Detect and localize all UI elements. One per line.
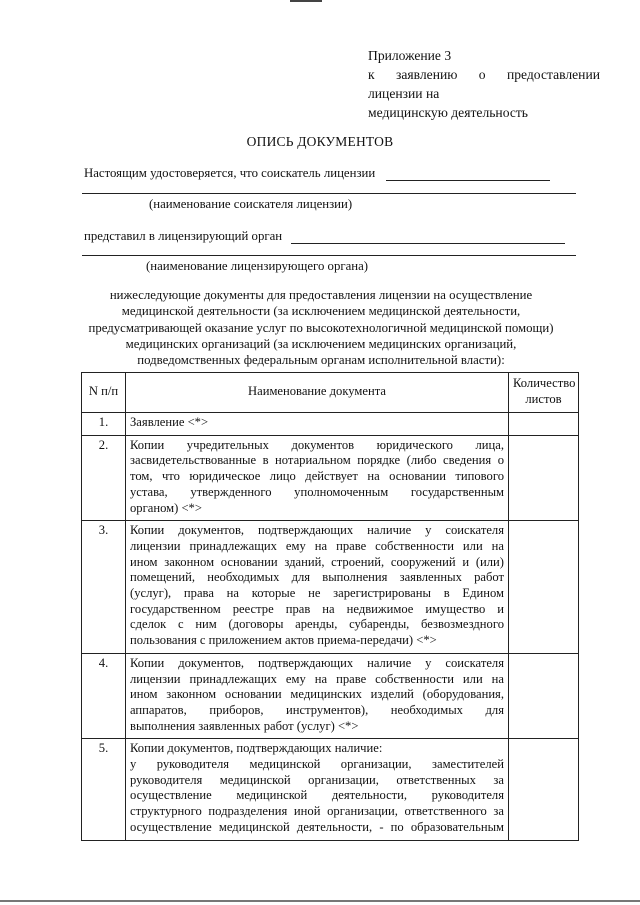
table-row: [82, 413, 579, 436]
table-row: [82, 653, 579, 739]
document-name-line: структурного подразделения иной организации, ответственного за: [130, 804, 504, 819]
intro-line: предусматривающей оказание услуг по высокотехнологичной медицинской помощи): [88, 320, 554, 335]
document-name-line: лицензии принадлежащих ему на праве собственности или на: [130, 671, 504, 686]
document-name-line: Копии документов, подтверждающих наличие у соискателя: [130, 523, 504, 538]
document-name-cell: [126, 435, 509, 521]
authority-name-blank-2: [82, 255, 576, 256]
appendix-line-4: медицинскую деятельность: [368, 105, 529, 120]
scan-bottom-edge: [0, 900, 640, 902]
document-name-line: помещений, необходимых для выполнения заявленных работ: [130, 570, 504, 585]
applicant-name-blank: [386, 180, 550, 181]
appendix-line-3: лицензии на: [368, 86, 440, 101]
sheet-count-cell: [509, 739, 579, 840]
row-number: 1.: [82, 413, 126, 436]
appendix-line-2: к заявлению о предоставлении: [368, 67, 600, 82]
document-name-line: выполнения заявленных работ (услуг) <*>: [130, 718, 359, 733]
document-name-line: Заявление <*>: [130, 415, 209, 429]
documents-table: [81, 372, 579, 841]
applicant-name-blank-2: [82, 193, 576, 194]
header-sheet-count-line-2: листов: [525, 391, 562, 406]
table-header-row: [82, 373, 579, 413]
sheet-count-cell: [509, 521, 579, 654]
row-number: 4.: [82, 653, 126, 739]
intro-paragraph: [86, 287, 556, 368]
document-name-line: засвидетельствованные в нотариальном порядке (либо сведения о: [130, 453, 504, 468]
authority-caption: (наименование лицензирующего органа): [146, 259, 369, 273]
table-row: [82, 435, 579, 521]
document-name-line: (услуг), права на которые не зарегистрированы в Едином: [130, 586, 504, 601]
row-number: 2.: [82, 435, 126, 521]
document-name-line: у руководителя медицинской организации, заместителей: [130, 757, 504, 772]
applicant-statement: Настоящим удостоверяется, что соискатель лицензии: [84, 166, 376, 180]
sheet-count-cell: [509, 653, 579, 739]
document-name-cell: [126, 413, 509, 436]
authority-statement: представил в лицензирующий орган: [84, 229, 283, 243]
document-name-cell: [126, 653, 509, 739]
document-name-line: сделок с ним (договоры аренды, субаренды, безвозмездного: [130, 617, 504, 632]
header-sheet-count-line-1: Количество: [513, 375, 576, 390]
document-name-line: государственном реестре прав на недвижимое имущество и: [130, 601, 504, 616]
document-title: ОПИСЬ ДОКУМЕНТОВ: [246, 134, 394, 149]
document-name-cell: [126, 739, 509, 840]
intro-line: подведомственных федеральным органам исполнительной власти):: [137, 353, 505, 368]
intro-line: нижеследующие документы для предоставления лицензии на осуществление: [109, 288, 533, 302]
document-name-line: руководителя медицинской организации, ответственных за: [130, 772, 504, 787]
sheet-count-cell: [509, 413, 579, 436]
document-name-line: осуществление медицинской деятельности, руководителя: [130, 788, 504, 803]
document-name-line: пользования с приложением актов приема-передачи) <*>: [130, 633, 437, 648]
document-name-line: Копии документов, подтверждающих наличие у соискателя: [130, 655, 504, 670]
document-name-line: осуществление медицинской деятельности, - по образовательным: [130, 819, 504, 834]
document-name-line: том, что юридическое лицо действует на основании типового: [130, 469, 504, 484]
applicant-caption: (наименование соискателя лицензии): [149, 197, 353, 211]
document-name-line: органом) <*>: [130, 500, 202, 515]
intro-line: медицинской деятельности (за исключением медицинской деятельности,: [121, 304, 521, 319]
header-sheet-count: [509, 373, 579, 413]
appendix-header: [368, 46, 600, 122]
header-num: N п/п: [82, 373, 126, 413]
intro-line: медицинских организаций (за исключением медицинских организаций,: [125, 336, 517, 351]
authority-name-blank: [291, 243, 565, 244]
appendix-line-1: Приложение 3: [368, 48, 452, 63]
document-name-line: Копии учредительных документов юридического лица,: [130, 437, 504, 452]
document-name-line: ином законном основании зданий, строений, сооружений и (или): [130, 554, 504, 569]
document-name-line: Копии документов, подтверждающих наличие:: [130, 741, 383, 756]
document-name-line: аппаратов, приборов, инструментов), необходимых для: [130, 702, 504, 717]
document-name-line: ином законном основании медицинских изделий (оборудования,: [130, 687, 504, 702]
table-row: [82, 739, 579, 840]
header-document-name: Наименование документа: [126, 373, 509, 413]
row-number: 3.: [82, 521, 126, 654]
document-name-cell: [126, 521, 509, 654]
row-number: 5.: [82, 739, 126, 840]
sheet-count-cell: [509, 435, 579, 521]
document-name-line: устава, утвержденного уполномоченным государственным: [130, 484, 504, 499]
table-row: [82, 521, 579, 654]
scan-top-mark: [290, 0, 322, 2]
document-name-line: лицензии принадлежащих ему на праве собственности или на: [130, 538, 504, 553]
